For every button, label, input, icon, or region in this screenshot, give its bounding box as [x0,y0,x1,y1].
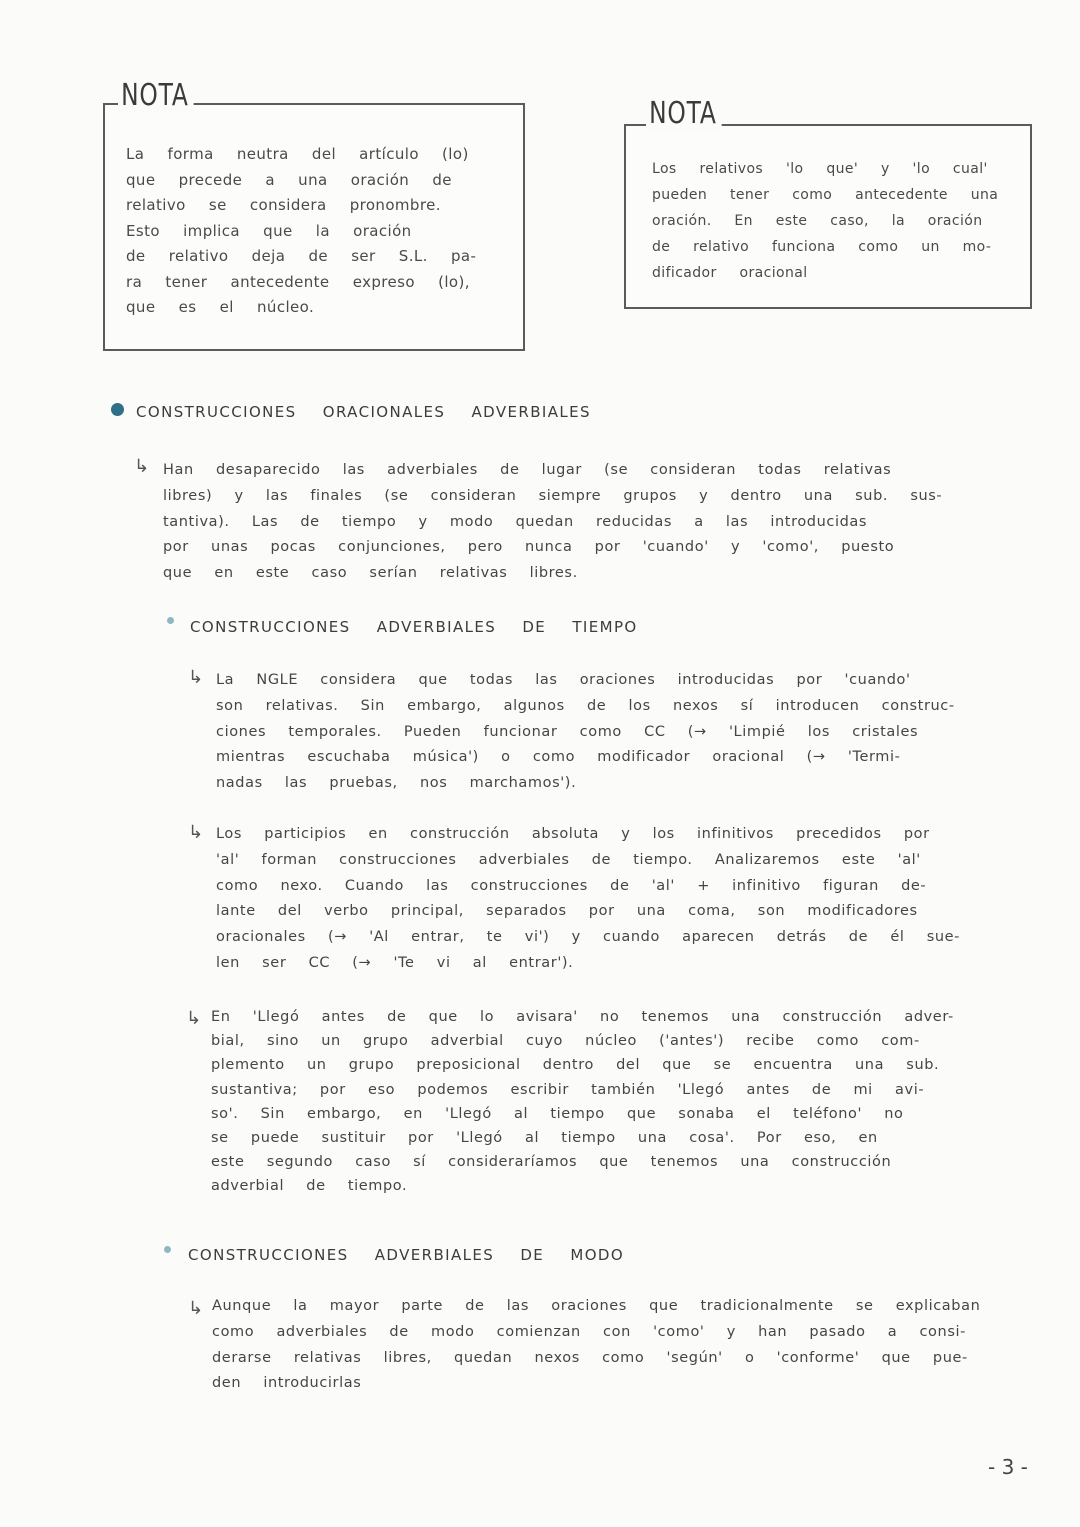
note-line: que es el núcleo. [126,298,315,316]
text-line: adverbial de tiempo. [211,1178,408,1195]
note-line: Los relativos 'lo que' y 'lo cual' [652,161,988,177]
text-line: tantiva). Las de tiempo y modo quedan reducidas a las introducidas [163,513,868,530]
note-body-right [652,156,1022,286]
text-line: libres) y las finales (se consideran siempre grupos y dentro una sub. sus- [163,487,943,504]
text-line: plemento un grupo preposicional dentro del que se encuentra una sub. [211,1057,940,1074]
section-bullet-icon [111,403,124,416]
text-line: lante del verbo principal, separados por una coma, son modificadores [216,903,918,920]
text-line: Los participios en construcción absoluta y los infinitivos precedidos por [216,826,930,842]
note-title-right: NOTA [646,96,721,131]
note-line: de relativo funciona como un mo- [652,239,992,255]
note-body-left [126,142,516,321]
section3-paragraph [212,1294,1047,1397]
section2-paragraph-1 [216,668,1046,797]
arrow-icon: ↳ [188,667,204,688]
text-line: bial, sino un grupo adverbial cuyo núcleo ('antes') recibe como com- [211,1033,920,1050]
text-line: son relativas. Sin embargo, algunos de los nexos sí introducen construc- [216,697,955,714]
text-line: La NGLE considera que todas las oraciones introducidas por 'cuando' [216,672,911,688]
text-line: 'al' forman construcciones adverbiales de tiempo. Analizaremos este 'al' [216,851,921,868]
text-line: En 'Llegó antes de que lo avisara' no tenemos una construcción adver- [211,1009,954,1025]
text-line: oracionales (→ 'Al entrar, te vi') y cuando aparecen detrás de él sue- [216,929,960,946]
text-line: nadas las pruebas, nos marchamos'). [216,775,577,792]
text-line: como nexo. Cuando las construcciones de 'al' + infinitivo figuran de- [216,877,927,894]
text-line: se puede sustituir por 'Llegó al tiempo una cosa'. Por eso, en [211,1130,878,1147]
section2-paragraph-3 [211,1005,1046,1199]
text-line: so'. Sin embargo, en 'Llegó al tiempo que sonaba el teléfono' no [211,1105,904,1122]
subsection-bullet-icon [167,617,174,624]
note-line: que precede a una oración de [126,170,452,189]
note-line: ra tener antecedente expreso (lo), [126,272,470,291]
note-line: dificador oracional [652,265,808,281]
text-line: Aunque la mayor parte de las oraciones que tradicionalmente se explicaban [212,1298,981,1314]
text-line: Han desaparecido las adverbiales de lugar (se consideran todas relativas [163,462,892,478]
text-line: sustantiva; por eso podemos escribir también 'Llegó antes de mi avi- [211,1081,925,1098]
arrow-icon: ↳ [134,456,150,477]
note-title-left: NOTA [118,78,193,113]
subsection-heading: CONSTRUCCIONES ADVERBIALES DE TIEMPO [190,618,638,636]
text-line: mientras escuchaba música') o como modificador oracional (→ 'Termi- [216,749,901,766]
note-line: oración. En este caso, la oración [652,213,983,229]
arrow-icon: ↳ [186,1008,202,1029]
arrow-icon: ↳ [188,822,204,843]
page-number: - 3 - [988,1455,1028,1479]
section2-paragraph-2 [216,822,1046,977]
note-line: Esto implica que la oración [126,221,412,240]
note-line: de relativo deja de ser S.L. pa- [126,247,477,265]
section-heading: CONSTRUCCIONES ORACIONALES ADVERBIALES [136,403,591,421]
subsection-bullet-icon [164,1246,171,1253]
arrow-icon: ↳ [188,1298,204,1319]
text-line: len ser CC (→ 'Te vi al entrar'). [216,954,574,971]
text-line: como adverbiales de modo comienzan con 'como' y han pasado a consi- [212,1323,966,1340]
text-line: que en este caso serían relativas libres. [163,565,578,582]
text-line: derarse relativas libres, quedan nexos como 'según' o 'conforme' que pue- [212,1349,968,1366]
note-line: La forma neutra del artículo (lo) [126,145,469,163]
note-line: relativo se considera pronombre. [126,196,441,214]
text-line: ciones temporales. Pueden funcionar como CC (→ 'Limpié los cristales [216,723,919,740]
text-line: por unas pocas conjunciones, pero nunca por 'cuando' y 'como', puesto [163,539,895,556]
note-line: pueden tener como antecedente una [652,187,999,203]
text-line: este segundo caso sí consideraríamos que tenemos una construcción [211,1154,892,1171]
subsection-heading: CONSTRUCCIONES ADVERBIALES DE MODO [188,1246,625,1264]
text-line: den introducirlas [212,1375,362,1392]
section1-paragraph [163,458,1043,587]
